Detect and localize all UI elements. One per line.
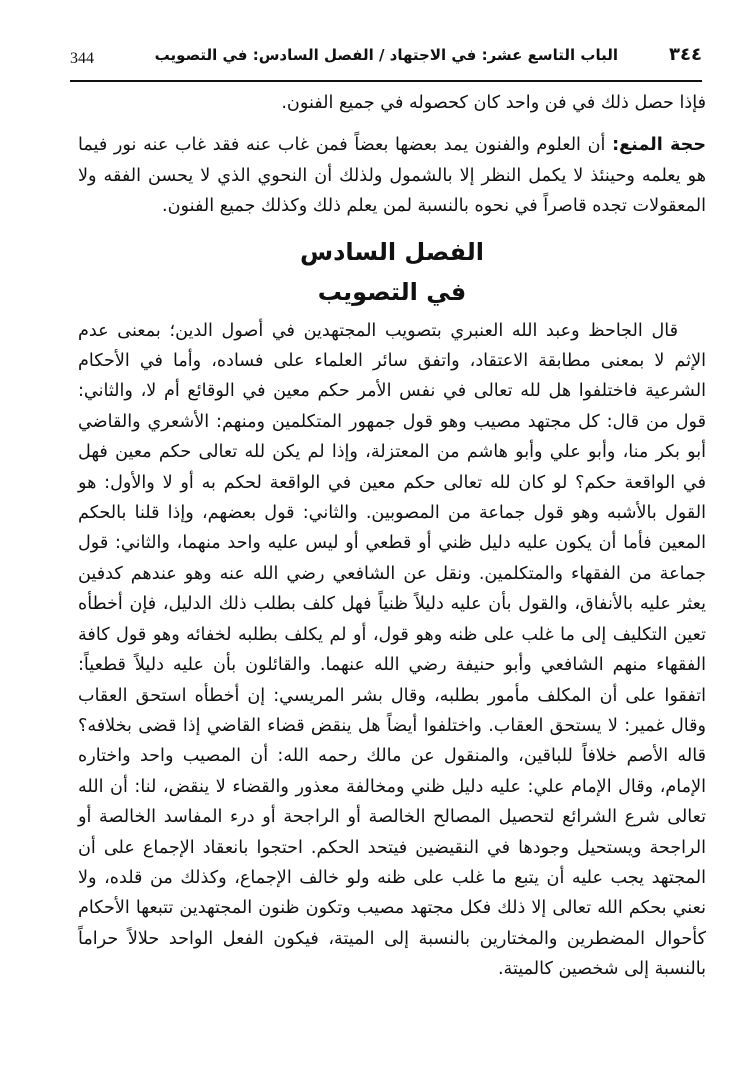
argument-term: حجة المنع: (612, 135, 706, 156)
chapter-heading: الفصل السادس (299, 237, 485, 266)
page-body (78, 88, 706, 985)
argument-text: أن العلوم والفنون يمد بعضها بعضاً فمن غاب عنه فقد غاب عنه نور فيما هو يعلمه وحينئذ لا يكمل النظر إلا بالشمول ولذلك أن النحوي الذي لا يحسن الفقه ولا المعقولات تجده قاصراً في نحوه بالنسبة لمن يعلم ذلك وكذلك جميع الفنون. (78, 135, 706, 217)
paragraph-conclusion: فإذا حصل ذلك في فن واحد كان كحصوله في جميع الفنون. (281, 93, 706, 113)
page-number-latin: 344 (70, 50, 94, 67)
chapter-subheading: في التصويب (317, 277, 467, 306)
page-number-arabic: ٣٤٤ (669, 44, 702, 65)
running-header (70, 40, 702, 82)
paragraph-main: قال الجاحظ وعبد الله العنبري بتصويب المجتهدين في أصول الدين؛ بمعنى عدم الإثم لا بمعنى مطابقة الاعتقاد، واتفق سائر العلماء على فساده، وأما في الأحكام الشرعية فاختلفوا هل لله تعالى في نفس الأمر حكم معين في الوقائع أم لا، والثاني: قول من قال: كل مجتهد مصيب وهو قول جمهور المتكلمين ومنهم: الأشعري والقاضي أبو بكر منا، وأبو علي وأبو هاشم من المعتزلة، وإذا لم يكن لله تعالى حكم معين فهل في الواقعة حكم؟ لو كان لله تعالى حكم معين في الواقعة لحكم به أو لا والأول: هو القول بالأشبه وهو قول جماعة من المصوبين. والثاني: قول بعضهم، وإذا قلنا بالحكم المعين فأما أن يكون عليه دليل ظني أو قطعي أو ليس عليه واحد منهما، والثاني: قول جماعة من الفقهاء والمتكلمين. ونقل عن الشافعي رضي الله عنه وهو عندهم كدفين يعثر عليه بالأنفاق، والقول بأن عليه دليلاً ظنياً فهل كلف بطلب ذلك الدليل، فإن أخطأه تعين التكليف إلى ما غلب على ظنه وهو قول، أو لم يكلف بطلبه لخفائه وهو قول كافة الفقهاء منهم الشافعي وأبو حنيفة رضي الله عنهما. والقائلون بأن عليه دليلاً قطعياً: اتفقوا على أن المكلف مأمور بطلبه، وقال بشر المريسي: إن أخطأه استحق العقاب وقال غمير: لا يستحق العقاب. واختلفوا أيضاً هل ينقض قضاء القاضي إذا قضى بخلافه؟ قاله الأصم خلافاً للباقين، والمنقول عن مالك رحمه الله: أن المصيب واحد واختاره الإمام، وقال الإمام علي: عليه دليل ظني ومخالفة معذور والقضاء لا ينقض، لنا: أن الله تعالى شرع الشرائع لتحصيل المصالح الخالصة أو الراجحة أو درء المفاسد الخالصة أو الراجحة ويستحيل وجودها في النقيضين فيتحد الحكم. احتجوا بانعقاد الإجماع على أن المجتهد يجب عليه أن يتبع ما غلب على ظنه ولو خالف الإجماع، وكذلك من قلده، ولا نعني بحكم الله تعالى إلا ذلك فكل مجتهد مصيب وتكون ظنون المجتهدين تتبعها الأحكام كأحوال المضطرين والمختارين بالنسبة إلى الميتة، فيكون الفعل الواحد حلالاً حراماً بالنسبة إلى شخصين كالميتة. (78, 320, 706, 980)
running-title: الباب التاسع عشر: في الاجتهاد / الفصل السادس: في التصويب (154, 46, 618, 64)
paragraph-argument (78, 130, 706, 221)
